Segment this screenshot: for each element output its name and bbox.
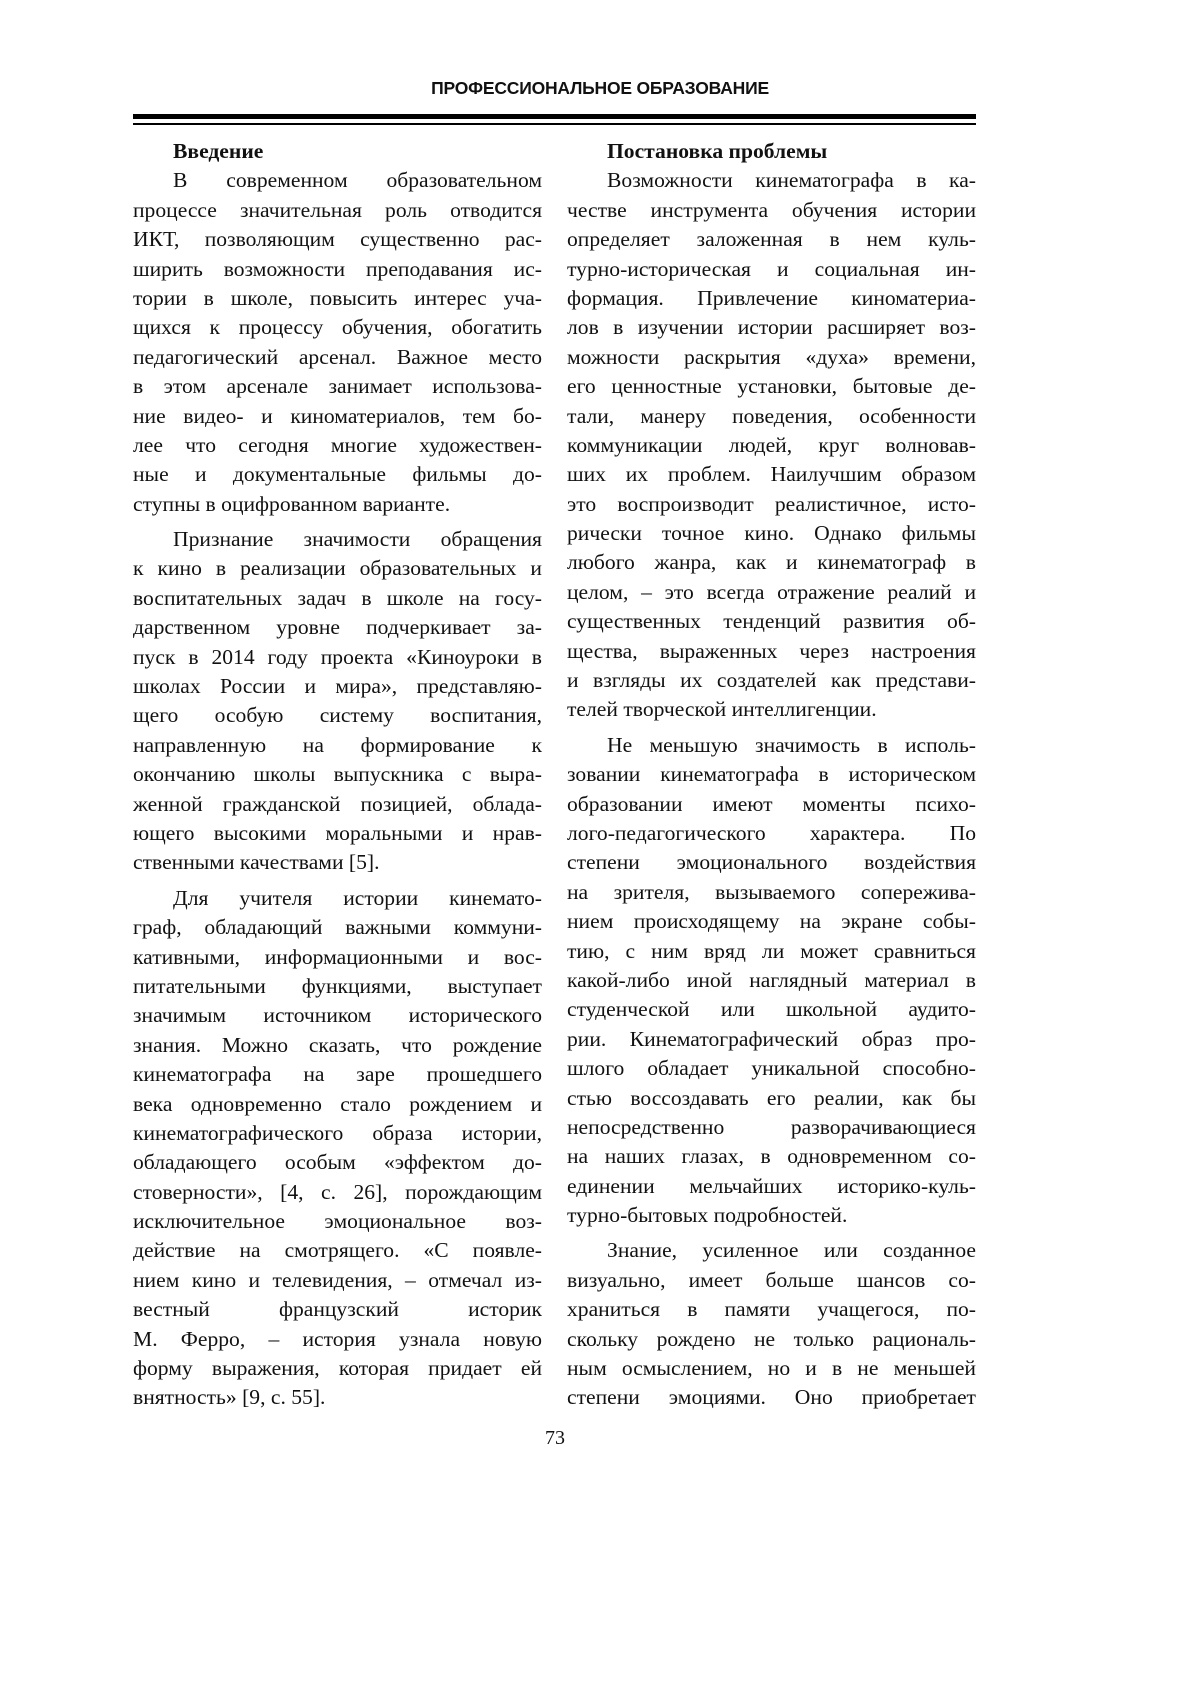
paragraph-line: в этом арсенале занимает использова- xyxy=(133,374,542,399)
paragraph-line: воспитательных задач в школе на госу- xyxy=(133,585,542,610)
paragraph-line: ные и документальные фильмы до- xyxy=(133,462,542,487)
paragraph-line: обладающего особым «эффектом до- xyxy=(133,1150,542,1175)
paragraph-line: любого жанра, как и кинематограф в xyxy=(567,550,976,575)
paragraph-line: М. Ферро, – история узнала новую xyxy=(133,1326,542,1351)
paragraph-line: единении мельчайших историко-куль- xyxy=(567,1173,976,1198)
paragraph-line: Знание, усиленное или созданное xyxy=(607,1238,976,1263)
section-heading: Введение xyxy=(173,139,264,163)
paragraph-line: определяет заложенная в нем куль- xyxy=(567,227,976,252)
paragraph-line: на наших глазах, в одновременном со- xyxy=(567,1144,976,1169)
paragraph-line: граф, обладающий важными коммуни- xyxy=(133,915,542,940)
paragraph-line: целом, – это всегда отражение реалий и xyxy=(567,579,976,604)
paragraph-line: турно-бытовых подробностей. xyxy=(567,1203,848,1228)
paragraph-line: ственными качествами [5]. xyxy=(133,850,380,875)
paragraph-line: вестный французский историк xyxy=(133,1297,542,1322)
paragraph-line: В современном образовательном xyxy=(173,168,542,193)
paragraph-line: школах России и мира», представляю- xyxy=(133,674,542,699)
paragraph-line: телей творческой интеллигенции. xyxy=(567,697,877,722)
right-column xyxy=(567,137,976,1413)
paragraph-line: щихся к процессу обучения, обогатить xyxy=(133,315,542,340)
paragraph-line: педагогический арсенал. Важное место xyxy=(133,344,542,369)
paragraph-line: визуально, имеет больше шансов со- xyxy=(567,1267,976,1292)
paragraph-line: тории в школе, повысить интерес уча- xyxy=(133,285,542,310)
paragraph-line: лее что сегодня многие художествен- xyxy=(133,432,542,457)
paragraph-line: студенческой или школьной аудито- xyxy=(567,997,976,1022)
paragraph-line: кативными, информационными и вос- xyxy=(133,944,542,969)
paragraph-line: действие на смотрящего. «С появле- xyxy=(133,1238,542,1263)
paragraph-line: ширить возможности преподавания ис- xyxy=(133,256,542,281)
paragraph-line: ступны в оцифрованном варианте. xyxy=(133,491,451,516)
header-rule-thin xyxy=(133,123,976,125)
paragraph-line: Признание значимости обращения xyxy=(173,527,542,552)
running-header: ПРОФЕССИОНАЛЬНОЕ ОБРАЗОВАНИЕ xyxy=(431,78,769,98)
paragraph-line: его ценностные установки, бытовые де- xyxy=(567,374,976,399)
left-column xyxy=(133,137,542,1413)
paragraph-line: рии. Кинематографический образ про- xyxy=(567,1026,976,1051)
paragraph-line: Возможности кинематографа в ка- xyxy=(607,168,976,193)
paragraph-line: ших их проблем. Наилучшим образом xyxy=(567,462,976,487)
paragraph-line: стоверности», [4, с. 26], порождающим xyxy=(133,1179,542,1204)
header-rule-thick xyxy=(133,114,976,119)
paragraph-line: турно-историческая и социальная ин- xyxy=(567,256,976,281)
paragraph-line: Не меньшую значимость в исполь- xyxy=(607,732,976,757)
paragraph-line: нием происходящему на экране собы- xyxy=(567,909,976,934)
paragraph-line: непосредственно разворачивающиеся xyxy=(567,1114,976,1139)
paragraph-line: кинематографического образа истории, xyxy=(133,1120,542,1145)
paragraph-line: скольку рождено не только рациональ- xyxy=(567,1326,976,1351)
paragraph-line: коммуникации людей, круг волновав- xyxy=(567,432,976,457)
page-number: 73 xyxy=(545,1427,565,1449)
paragraph-line: стью воссоздавать его реалии, как бы xyxy=(567,1085,976,1110)
paragraph-line: образовании имеют моменты психо- xyxy=(567,791,976,816)
paragraph-line: щества, выраженных через настроения xyxy=(567,638,976,663)
paragraph-line: храниться в памяти учащегося, по- xyxy=(567,1297,976,1322)
paragraph-line: формация. Привлечение киноматериа- xyxy=(567,285,976,310)
paragraph-line: степени эмоциями. Оно приобретает xyxy=(567,1385,976,1410)
paragraph-line: века одновременно стало рождением и xyxy=(133,1091,542,1116)
paragraph-line: знания. Можно сказать, что рождение xyxy=(133,1032,542,1057)
paragraph-line: на зрителя, вызываемого сопережива- xyxy=(567,879,976,904)
paragraph-line: тию, с ним вряд ли может сравниться xyxy=(567,938,976,963)
paragraph-line: значимым источником исторического xyxy=(133,1003,542,1028)
paragraph-line: рически точное кино. Однако фильмы xyxy=(567,521,976,546)
paragraph-line: шлого обладает уникальной способно- xyxy=(567,1056,976,1081)
paragraph-line: к кино в реализации образовательных и xyxy=(133,556,542,581)
paragraph-line: внятность» [9, с. 55]. xyxy=(133,1385,326,1410)
paragraph-line: направленную на формирование к xyxy=(133,732,542,757)
paragraph-line: это воспроизводит реалистичное, исто- xyxy=(567,491,976,516)
paragraph-line: лого-педагогического характера. По xyxy=(567,820,976,845)
paragraph-line: существенных тенденций развития об- xyxy=(567,609,976,634)
paragraph-line: кинематографа на заре прошедшего xyxy=(133,1062,542,1087)
paragraph-line: и взгляды их создателей как представи- xyxy=(567,668,976,693)
paragraph-line: Для учителя истории кинемато- xyxy=(173,885,542,910)
paragraph-line: форму выражения, которая придает ей xyxy=(133,1356,542,1381)
paragraph-line: ние видео- и киноматериалов, тем бо- xyxy=(133,403,542,428)
paragraph-line: ИКТ, позволяющим существенно рас- xyxy=(133,227,542,252)
paragraph-line: исключительное эмоциональное воз- xyxy=(133,1209,542,1234)
paragraph-line: ющего высокими моральными и нрав- xyxy=(133,820,542,845)
paragraph-line: лов в изучении истории расширяет воз- xyxy=(567,315,976,340)
paragraph-line: процессе значительная роль отводится xyxy=(133,197,542,222)
paragraph-line: какой-либо иной наглядный материал в xyxy=(567,967,976,992)
section-heading: Постановка проблемы xyxy=(607,139,828,163)
paragraph-line: ным осмыслением, но и в не меньшей xyxy=(567,1356,976,1381)
paragraph-line: тали, манеру поведения, особенности xyxy=(567,403,976,428)
paragraph-line: дарственном уровне подчеркивает за- xyxy=(133,615,542,640)
paragraph-line: окончанию школы выпускника с выра- xyxy=(133,762,542,787)
paragraph-line: женной гражданской позицией, облада- xyxy=(133,791,542,816)
paragraph-line: нием кино и телевидения, – отмечал из- xyxy=(133,1267,542,1292)
paragraph-line: щего особую систему воспитания, xyxy=(133,703,542,728)
paragraph-line: честве инструмента обучения истории xyxy=(567,197,976,222)
paragraph-line: пуск в 2014 году проекта «Киноуроки в xyxy=(133,644,542,669)
paragraph-line: степени эмоционального воздействия xyxy=(567,850,976,875)
paragraph-line: можности раскрытия «духа» времени, xyxy=(567,344,976,369)
paragraph-line: питательными функциями, выступает xyxy=(133,973,542,998)
paragraph-line: зовании кинематографа в историческом xyxy=(567,762,976,787)
